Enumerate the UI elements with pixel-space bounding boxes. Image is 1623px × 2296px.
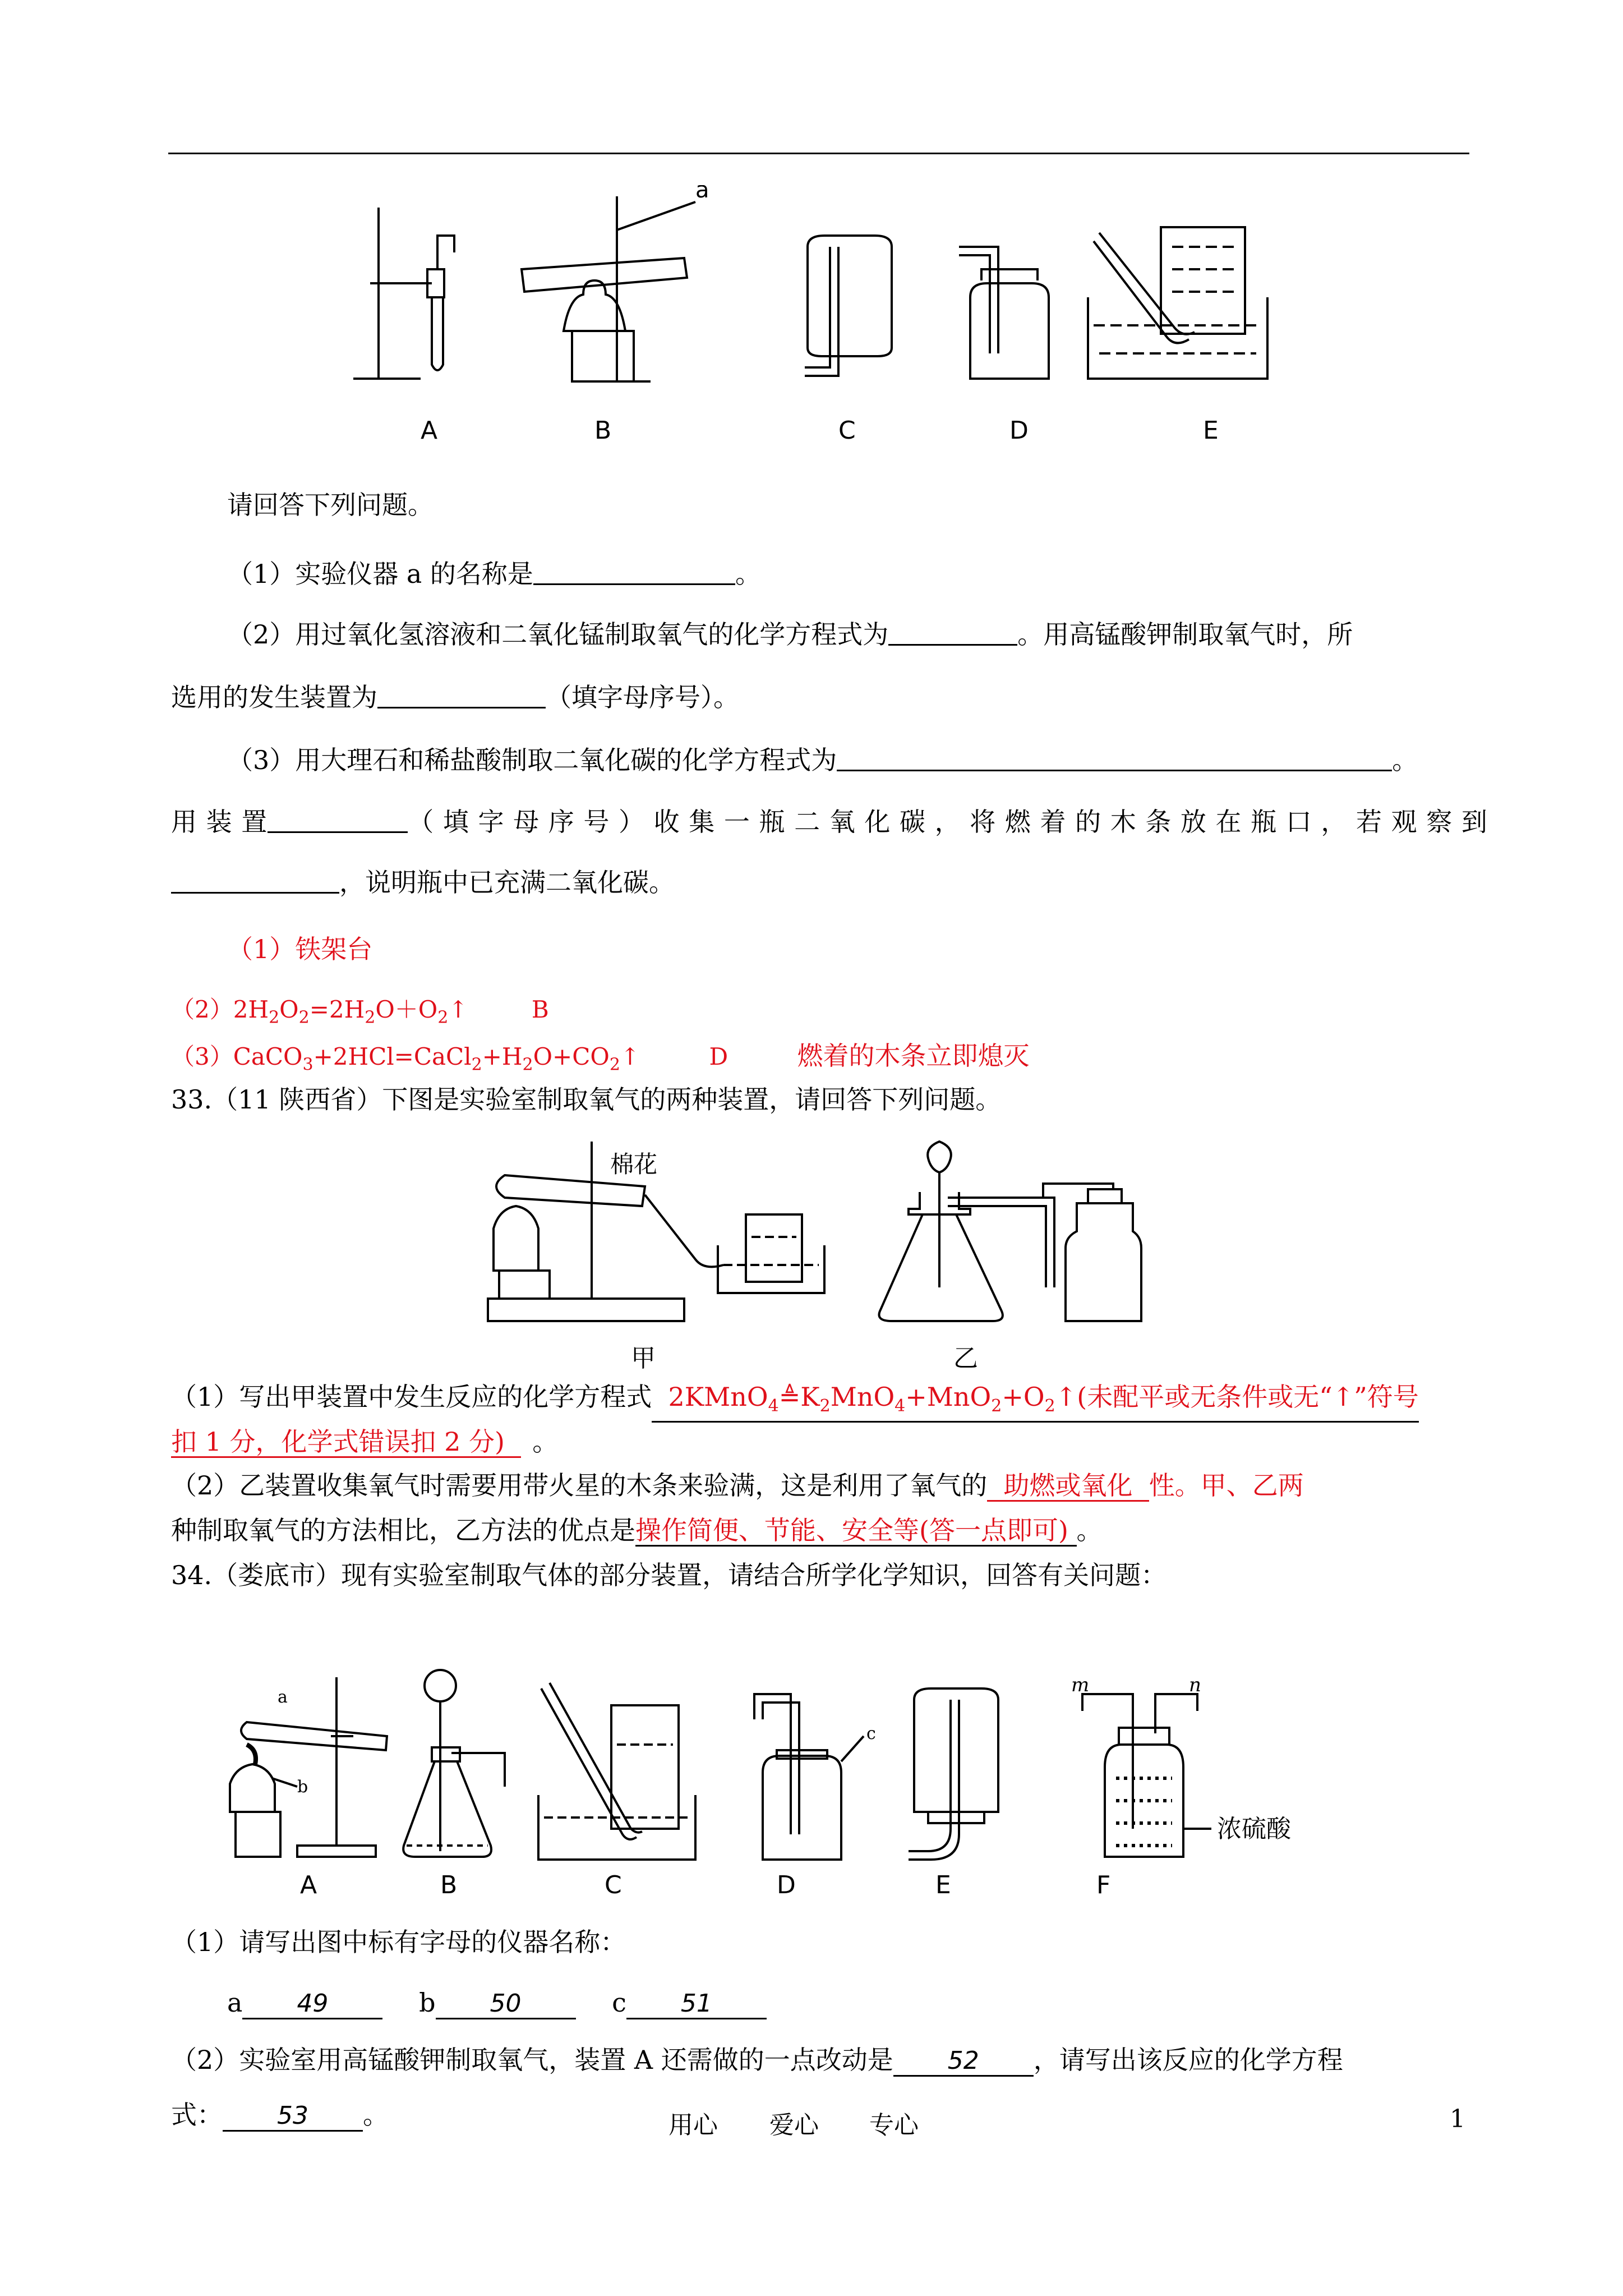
answer-2-choice: B xyxy=(531,996,549,1023)
q34-blanks-row xyxy=(227,1986,767,2019)
blank-b-label: b xyxy=(419,1987,436,2018)
q33-p2-answer xyxy=(987,1471,1149,1502)
q33-p2-line2: 种制取氧气的方法相比，乙方法的优点是 xyxy=(171,1515,635,1545)
blank-51[interactable]: 51 xyxy=(626,1990,767,2019)
apparatus-34-e xyxy=(909,1688,998,1860)
q2-line1: （2）用过氧化氢溶液和二氧化锰制取氧气的化学方程式为 xyxy=(227,619,889,650)
apparatus-figure-2 xyxy=(482,1130,1144,1377)
q33-title: 33.（11 陕西省）下图是实验室制取氧气的两种装置，请回答下列问题。 xyxy=(171,1084,1002,1115)
question-1 xyxy=(227,555,761,591)
answer-3-observation: 燃着的木条立即熄灭 xyxy=(797,1041,1030,1071)
fig3-label-e: E xyxy=(935,1871,951,1899)
q34-title: 34.（娄底市）现有实验室制取气体的部分装置，请结合所学化学知识，回答有关问题： xyxy=(171,1560,1167,1590)
fig2-label-jia: 甲 xyxy=(631,1344,656,1373)
fig3-label-a: A xyxy=(300,1871,317,1899)
q33-p1-answer: $2KMnO_4≜K_2MnO_4+MnO_2+O_2↑$(未配平或无条件或无“↑”符号 xyxy=(652,1382,1419,1423)
q33-p1-prefix: （1）写出甲装置中发生反应的化学方程式 xyxy=(171,1382,652,1412)
footer-word-1: 用心 xyxy=(668,2111,718,2139)
apparatus-34-f xyxy=(1082,1694,1211,1857)
q3-blank-2[interactable] xyxy=(268,803,408,833)
question-2-line-2 xyxy=(171,679,739,714)
q33-part-1-line-2 xyxy=(171,1425,558,1458)
blank-c-label: c xyxy=(612,1987,626,2018)
q34-p2-end: 。 xyxy=(363,2100,389,2130)
apparatus-c-inverted-bottle xyxy=(805,236,892,376)
answer-3-choice: D xyxy=(709,1043,728,1070)
answer-3-prefix: （3）CaCO xyxy=(171,1043,303,1070)
q1-text: （1）实验仪器 a 的名称是 xyxy=(227,559,533,589)
q33-p1-line2 xyxy=(171,1427,521,1458)
q33-p1-note: (未配平或无条件或无“↑”符号 xyxy=(1077,1382,1419,1412)
blank-49[interactable]: 49 xyxy=(242,1990,382,2019)
q34-p2-a: （2）实验室用高锰酸钾制取氧气，装置 A 还需做的一点改动是 xyxy=(171,2045,893,2075)
tag-m: m xyxy=(1071,1674,1090,1696)
q3-line3: ，说明瓶中已充满二氧化碳。 xyxy=(339,867,675,898)
q2-blank-2[interactable] xyxy=(377,679,546,708)
q2-line2: 选用的发生装置为 xyxy=(171,682,377,712)
q3-blank-3[interactable] xyxy=(171,864,339,894)
q33-p2-a: （2）乙装置收集氧气时需要用带火星的木条来验满，这是利用了氧气的 xyxy=(171,1470,988,1501)
answer-2: $(2)2H_2O_2=2H_2O+O_2↑$ B xyxy=(171,996,549,1028)
cotton-label: 棉花 xyxy=(610,1151,658,1178)
apparatus-e-water-trough xyxy=(1088,227,1267,379)
apparatus-d-bottle xyxy=(959,247,1049,379)
blank-53[interactable]: 53 xyxy=(223,2102,363,2132)
acid-label: 浓硫酸 xyxy=(1217,1815,1291,1843)
q33-part-2-line-1 xyxy=(171,1469,1304,1502)
fig2-label-yi: 乙 xyxy=(953,1344,978,1373)
q33-p2-answer2-text: 操作简便、节能、安全等(答一点即可) xyxy=(635,1515,1068,1545)
apparatus-34-b xyxy=(403,1670,505,1857)
tag-n: n xyxy=(1189,1674,1201,1696)
header-rule xyxy=(168,153,1469,154)
fig1-label-c: C xyxy=(838,416,856,445)
q3-line1-end: 。 xyxy=(1392,745,1418,775)
apparatus-yi xyxy=(879,1142,1142,1321)
footer-word-2: 爱心 xyxy=(769,2111,819,2139)
tag-a: a xyxy=(278,1687,288,1707)
blank-a-label: a xyxy=(227,1987,243,2018)
answer-1: （1）铁架台 xyxy=(227,934,373,964)
question-3-line-1 xyxy=(227,742,1418,777)
q33-p2-answer-text: 助燃或氧化 xyxy=(1003,1470,1133,1501)
apparatus-a-test-tube xyxy=(353,208,454,379)
q34-part-2-line-1 xyxy=(171,2043,1343,2077)
fig1-label-e: E xyxy=(1203,416,1219,445)
q34-part-1: （1）请写出图中标有字母的仪器名称： xyxy=(171,1927,626,1957)
fig3-label-f: F xyxy=(1096,1871,1111,1899)
intro-text: 请回答下列问题。 xyxy=(227,490,434,520)
tag-c: c xyxy=(866,1724,876,1743)
q3-line2-a: 用 装 置 xyxy=(171,807,268,837)
blank-50[interactable]: 50 xyxy=(436,1990,576,2019)
fig1-tag-a: a xyxy=(695,185,709,203)
question-3-line-2 xyxy=(171,803,1488,839)
fig3-label-c: C xyxy=(605,1871,622,1899)
apparatus-b-heating xyxy=(522,196,695,381)
q34-p2-b: ，请写出该反应的化学方程 xyxy=(1033,2045,1343,2075)
q3-line2-b: （ 填 字 母 序 号 ） 收 集 一 瓶 二 氧 化 碳 ， 将 燃 着 的 木 条 放 在 瓶 口 ， 若 观 察 到 xyxy=(408,807,1488,837)
q33-part-2-line-2 xyxy=(171,1513,1103,1547)
q33-p1-end: 。 xyxy=(532,1427,559,1457)
tag-b: b xyxy=(297,1777,308,1797)
fig1-label-a: A xyxy=(421,416,438,445)
answer-3: $(3)CaCO_3+2HCl=CaCl_2+H_2O+CO_2↑$ D 燃着的木条立即熄灭 xyxy=(171,1041,1030,1075)
q3-blank-1[interactable] xyxy=(837,742,1392,771)
fig3-label-d: D xyxy=(777,1871,796,1899)
apparatus-34-d xyxy=(754,1694,864,1860)
q2-line2-end: （填字母序号）。 xyxy=(546,682,739,712)
footer-word-3: 专心 xyxy=(869,2111,919,2139)
blank-52[interactable]: 52 xyxy=(893,2047,1034,2077)
answer-2-prefix: （2）2H xyxy=(171,996,269,1023)
q33-p2-b: 性。甲、乙两 xyxy=(1149,1470,1304,1501)
q33-p1-line2-text: 扣 1 分，化学式错误扣 2 分) xyxy=(171,1427,505,1457)
q33-p2-end: 。 xyxy=(1076,1515,1103,1545)
question-2-line-1 xyxy=(227,616,1353,651)
page-number: 1 xyxy=(1450,2105,1465,2133)
q2-line1-mid: 。用高锰酸钾制取氧气时，所 xyxy=(1017,619,1353,650)
q34-p2-c: 式： xyxy=(171,2100,223,2130)
question-3-line-3 xyxy=(171,864,675,899)
q34-part-2-line-2 xyxy=(171,2098,389,2132)
q2-blank-1[interactable] xyxy=(888,616,1017,646)
apparatus-figure-3 xyxy=(224,1666,1324,1902)
q3-line1: （3）用大理石和稀盐酸制取二氧化碳的化学方程式为 xyxy=(227,745,837,775)
q33-part-1-line-1 xyxy=(171,1380,1419,1423)
q1-blank[interactable] xyxy=(533,555,735,585)
fig3-label-b: B xyxy=(440,1871,458,1899)
apparatus-34-a xyxy=(230,1677,387,1857)
apparatus-figure-1 xyxy=(348,185,1290,454)
apparatus-34-c xyxy=(538,1683,695,1860)
fig1-label-b: B xyxy=(594,416,612,445)
fig1-label-d: D xyxy=(1009,416,1029,445)
q1-end: 。 xyxy=(735,559,761,589)
q33-p2-answer2 xyxy=(635,1516,1077,1547)
